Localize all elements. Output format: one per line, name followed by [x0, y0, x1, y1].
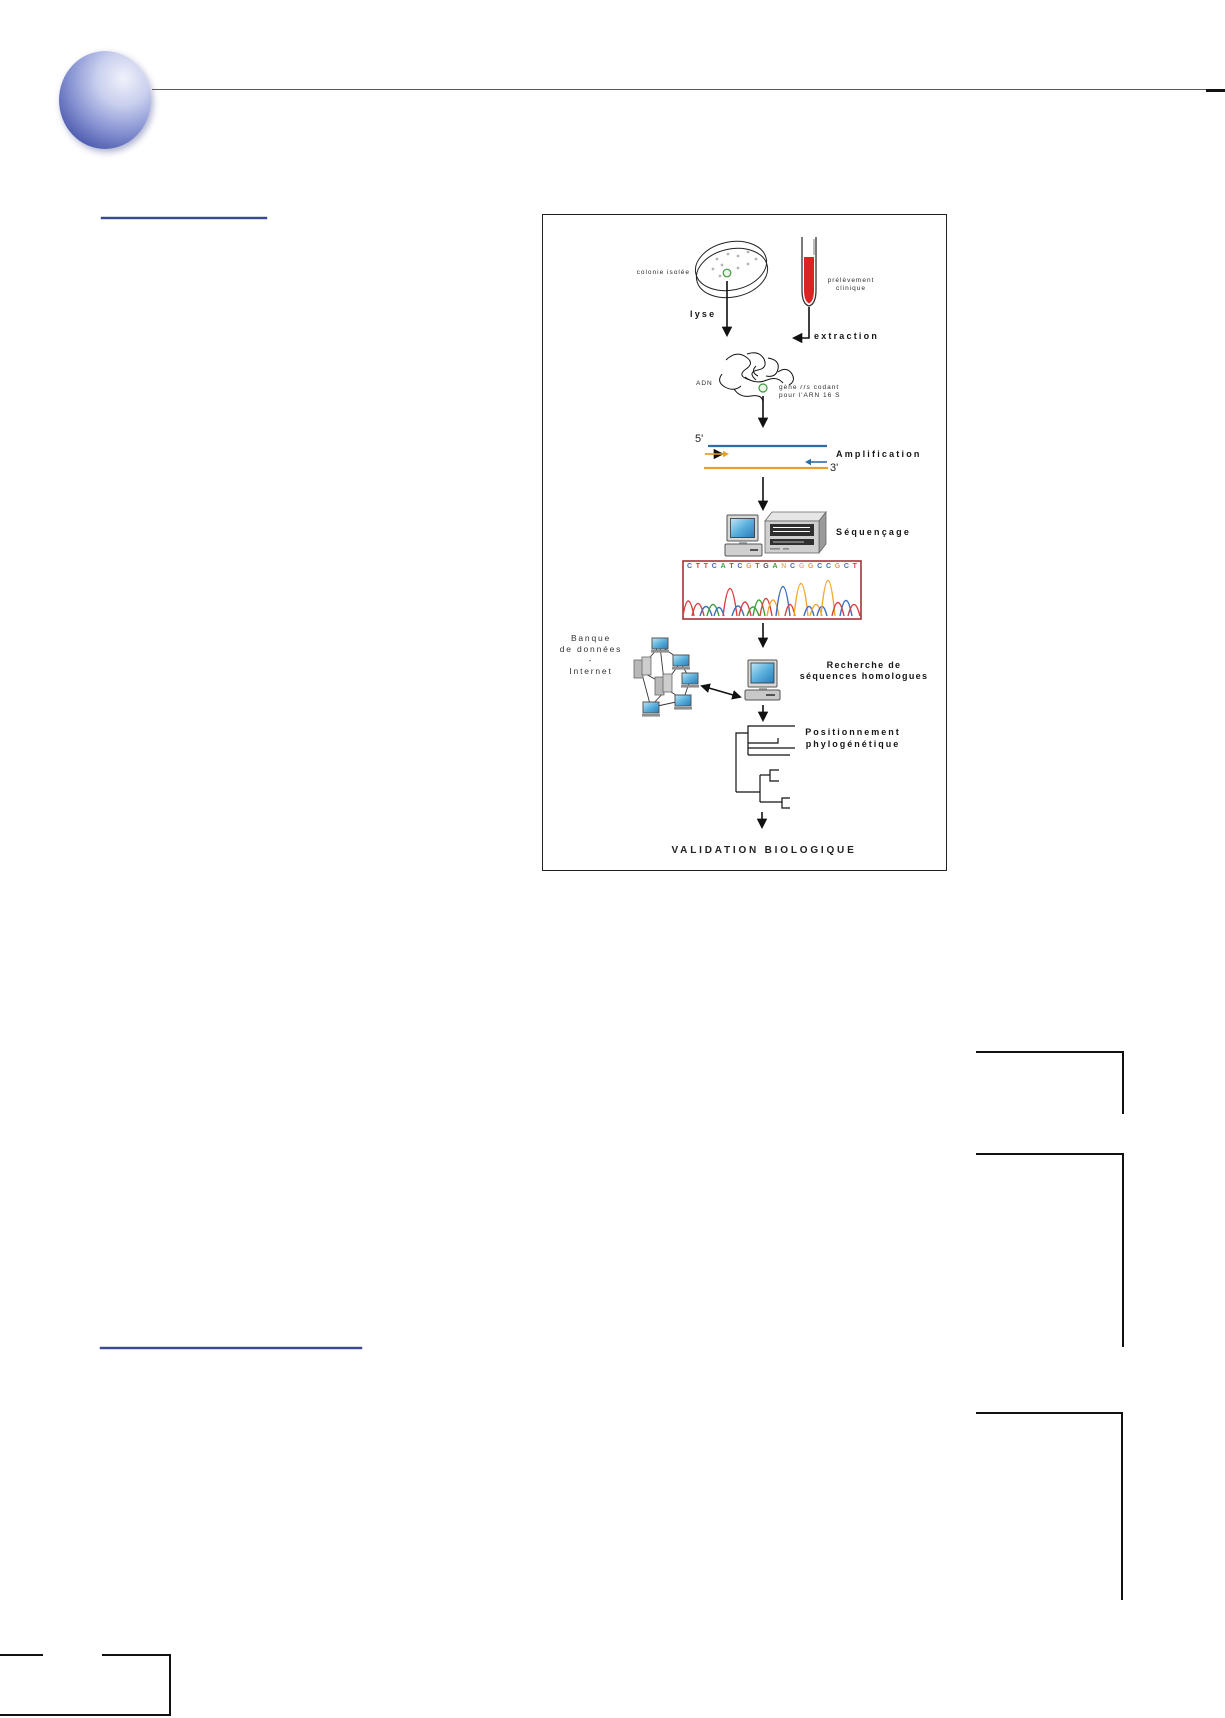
network-exchange-arrow	[702, 686, 740, 697]
internet-network-icon	[634, 638, 699, 717]
base-letter: A	[772, 563, 778, 570]
label-prelevement-line2: clinique	[835, 285, 867, 292]
label-amplification: Amplification	[836, 449, 922, 459]
base-letter: G	[807, 563, 814, 570]
base-letter: G	[798, 563, 805, 570]
footer-box-right	[169, 1654, 171, 1716]
label-gene-rrs	[779, 384, 851, 400]
pcr-strands-icon	[704, 446, 828, 468]
label-five-prime: 5'	[695, 433, 704, 445]
label-banque-line2: de données	[559, 644, 623, 654]
base-letter: A	[720, 563, 726, 570]
label-prelevement-line1: prélèvement	[827, 277, 875, 284]
chromatogram-sequence	[687, 563, 857, 570]
margin-bracket-3	[976, 1412, 1123, 1600]
base-letter: T	[755, 563, 760, 570]
label-banque-internet	[549, 633, 633, 677]
label-extraction: extraction	[814, 331, 880, 341]
isolated-colony-marker	[723, 269, 731, 277]
base-letter: C	[737, 563, 743, 570]
margin-bracket-1	[976, 1051, 1124, 1114]
label-recherche	[782, 660, 946, 682]
label-positionnement-line1: Positionnement	[805, 727, 901, 737]
sequencer-machine-icon	[765, 512, 826, 553]
label-adn: ADN	[696, 380, 713, 387]
label-gene-line1	[779, 384, 851, 392]
base-letter: C	[843, 563, 849, 570]
header-rule-end-tick	[1206, 89, 1225, 92]
base-letter: T	[695, 563, 701, 570]
label-banque-line4: Internet	[569, 666, 613, 676]
phylogenetic-tree-icon	[736, 726, 795, 808]
section-rule-top	[101, 217, 267, 219]
label-recherche-line1: Recherche de	[826, 660, 902, 670]
header-rule	[152, 89, 1225, 90]
base-letter: N	[781, 563, 787, 570]
label-prelevement-clinique	[813, 277, 889, 293]
header-orb-decoration	[59, 51, 151, 149]
base-letter: C	[790, 563, 796, 570]
label-positionnement	[792, 727, 914, 750]
footer-box-top-left	[0, 1654, 43, 1656]
search-computer-icon	[745, 660, 780, 700]
base-letter: T	[703, 563, 709, 570]
label-validation-biologique: VALIDATION BIOLOGIQUE	[671, 845, 857, 856]
gene-text-post: codant	[810, 384, 840, 391]
label-recherche-line2: séquences homologues	[799, 671, 929, 681]
identification-workflow-diagram	[542, 214, 948, 872]
label-gene-line2: pour l'ARN 16 S	[779, 392, 841, 399]
label-banque-line3: -	[588, 655, 594, 665]
base-letter: C	[687, 563, 693, 570]
gene-text-pre: gène	[779, 384, 801, 391]
rrs-gene-marker	[759, 384, 767, 392]
footer-box-bottom	[0, 1714, 171, 1716]
petri-dish-icon	[691, 235, 772, 304]
footer-box-top-right	[102, 1654, 171, 1656]
base-letter: G	[834, 563, 841, 570]
section-rule-bottom	[100, 1347, 362, 1349]
base-letter: G	[763, 563, 769, 570]
gene-text-italic: rrs	[800, 384, 811, 391]
base-letter: C	[711, 563, 717, 570]
label-sequencage: Séquençage	[836, 527, 912, 537]
label-banque-line1: Banque	[570, 633, 612, 643]
label-positionnement-line2: phylogénétique	[805, 738, 901, 749]
label-colonie-isolee: colonie isolée	[636, 269, 690, 276]
clinical-sample-tube-icon	[802, 237, 816, 306]
label-three-prime: 3'	[830, 462, 839, 474]
base-letter: T	[852, 563, 857, 570]
extraction-arrow	[794, 307, 809, 338]
base-letter: C	[817, 563, 823, 570]
base-letter: G	[746, 563, 752, 570]
margin-bracket-2	[976, 1153, 1124, 1347]
sequencing-computer-icon	[725, 515, 762, 556]
label-lyse: lyse	[690, 309, 717, 319]
base-letter: C	[825, 563, 831, 570]
base-letter: T	[729, 563, 734, 570]
